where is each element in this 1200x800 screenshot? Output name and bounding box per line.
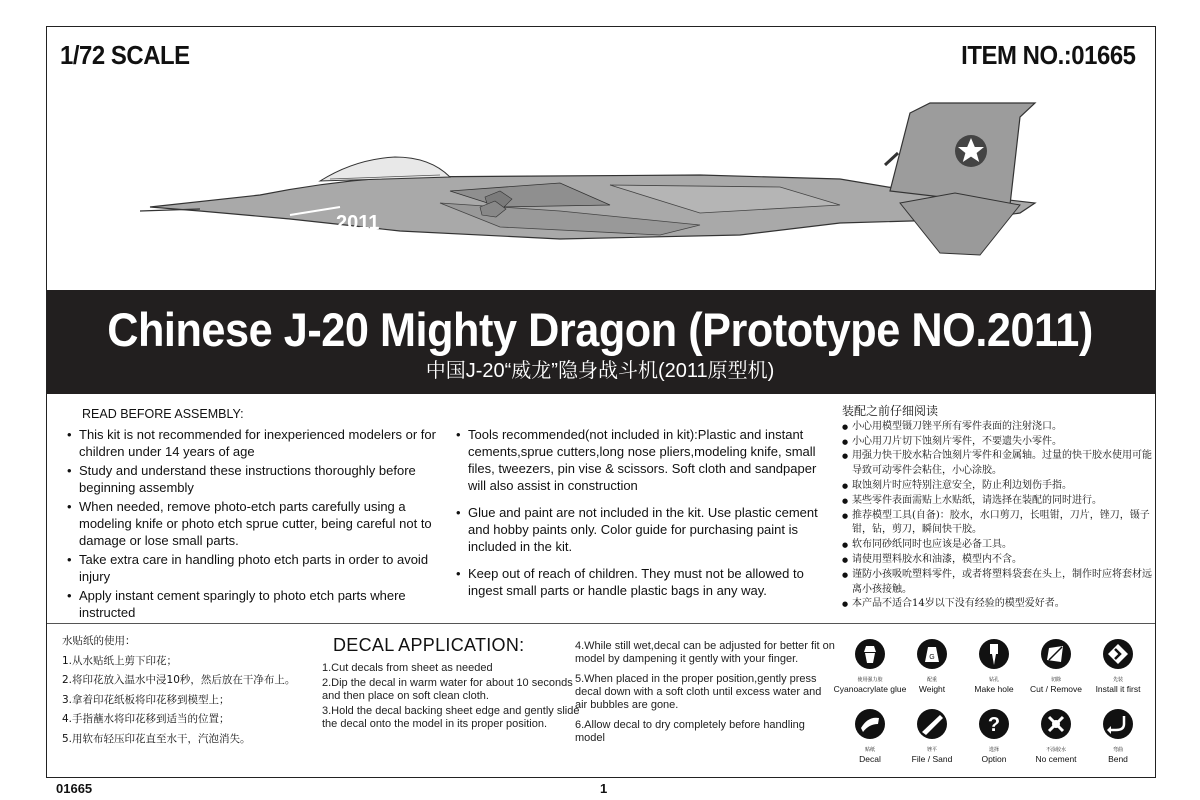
legend-bend <box>1073 708 1163 764</box>
list-item: ● 小心用刀片切下蚀刻片零件，不要遗失小零件。 <box>842 435 1154 450</box>
legend-label-cn: 钻孔 <box>988 677 999 683</box>
list-item: 4.手指蘸水将印花移到适当的位置； <box>62 713 230 725</box>
legend-label-cn: 切除 <box>1050 677 1061 683</box>
list-item: • Tools recommended(not included in kit):Plastic and instant cements,sprue cutters,long nose pliers,modeling knife, small files, tweezers, pin vise & scissors. Soft cloth and sandpaper will also assist in construction <box>455 426 835 494</box>
list-item: • When needed, remove photo-etch parts carefully using a modeling knife or photo etch sprue cutter, being careful not to damage or lose small parts. <box>66 498 446 549</box>
list-item: 6.Allow decal to dry completely before handling model <box>575 719 805 744</box>
list-item: ● 谨防小孩吸吮塑料零件，或者将塑料袋套在头上，制作时应将套材远离小孩接触。 <box>842 568 1154 598</box>
chinese-notes-heading: 装配之前仔细阅读 <box>842 404 939 418</box>
cut-icon <box>1040 638 1072 670</box>
read-before-list-right <box>455 426 835 609</box>
decal-application-heading: DECAL APPLICATION: <box>333 635 525 655</box>
list-item: 5.When placed in the proper position,gently press decal down with a soft cloth until excess water and air bubbles are gone. <box>575 673 822 711</box>
list-item: ● 请使用塑料胶水和油漆，模型内不含。 <box>842 553 1154 568</box>
decal-chinese-heading: 水贴纸的使用： <box>62 635 136 647</box>
legend-label-cn: 选择 <box>988 747 999 753</box>
legend-install-first <box>1073 638 1163 694</box>
list-item: • Glue and paint are not included in the kit. Use plastic cement and hobby paints only. Color guide for purchasing paint is included in the kit. <box>455 504 835 555</box>
legend-label-en: No cement <box>1035 754 1077 764</box>
decal-chinese-instructions <box>62 632 295 749</box>
title-chinese: 中国J-20“威龙”隐身战斗机(2011原型机) <box>425 360 775 382</box>
decal-icon <box>854 708 886 740</box>
list-item: • This kit is not recommended for inexperienced modelers or for children under 14 years of age <box>66 426 446 460</box>
title-english: Chinese J-20 Mighty Dragon (Prototype NO.2011) <box>107 303 1093 356</box>
legend-label-en: Cyanoacrylate glue <box>833 684 907 694</box>
legend-label-cn: 不涂胶水 <box>1045 747 1066 753</box>
legend-label-en: Cut / Remove <box>1030 684 1082 694</box>
list-item: ● 用强力快干胶水粘合蚀刻片零件和金属轴。过量的快干胶水使用可能导致可动零件会粘住，小心涂胶。 <box>842 449 1154 479</box>
weight-icon <box>916 638 948 670</box>
aircraft-illustration <box>140 95 1060 285</box>
no-cement-icon <box>1040 708 1072 740</box>
legend-label-cn: 配重 <box>926 677 937 683</box>
legend-label-en: Option <box>981 754 1007 764</box>
decal-steps-left <box>322 662 584 733</box>
footer-item-code: 01665 <box>56 781 93 796</box>
svg-text:?: ? <box>987 714 1001 736</box>
list-item: ● 某些零件表面需贴上水贴纸，请选择在装配的同时进行。 <box>842 494 1154 509</box>
nose-number: 2011 <box>336 212 380 234</box>
read-before-list-left <box>66 426 446 623</box>
list-item: 1.Cut decals from sheet as needed <box>322 662 493 674</box>
page-number: 1 <box>600 781 608 796</box>
list-item: ● 小心用模型镊刀锉平所有零件表面的注射浇口。 <box>842 420 1154 435</box>
list-item: 1.从水贴纸上剪下印花； <box>62 654 178 667</box>
list-item: 2.Dip the decal in warm water for about 10 seconds and then place on soft clean cloth. <box>322 677 573 702</box>
legend-label-cn: 贴纸 <box>864 747 875 753</box>
list-item: 3.拿着印花纸板将印花移到模型上； <box>62 693 230 706</box>
list-item: • Take extra care in handling photo etch parts in order to avoid injury <box>66 551 446 585</box>
item-number: ITEM NO.:01665 <box>961 40 1136 70</box>
list-item: ● 取蚀刻片时应特别注意安全，防止利边划伤手指。 <box>842 479 1154 494</box>
legend-label-en: File / Sand <box>911 754 953 764</box>
option-icon <box>978 708 1010 740</box>
legend-label-cn: 使用强力胶 <box>857 677 883 683</box>
legend-label-cn: 弯曲 <box>1112 747 1123 753</box>
legend-label-cn: 锉平 <box>926 747 937 753</box>
list-item: 3.Hold the decal backing sheet edge and gently slide the decal onto the model in its proper position. <box>322 705 580 730</box>
list-item: 4.While still wet,decal can be adjusted for better fit on model by dampening it gently with your finger. <box>575 640 835 665</box>
svg-text:G: G <box>929 654 935 661</box>
drill-icon <box>978 638 1010 670</box>
bend-icon <box>1102 708 1134 740</box>
chinese-notes <box>842 404 1154 612</box>
list-item: ● 本产品不适合14岁以下没有经验的模型爱好者。 <box>842 597 1154 612</box>
glue-icon <box>854 638 886 670</box>
list-item: • Study and understand these instructions thoroughly before beginning assembly <box>66 462 446 496</box>
install-first-icon <box>1102 638 1134 670</box>
section-divider <box>47 623 1155 624</box>
list-item: ● 软布同砂纸同时也应该是必备工具。 <box>842 538 1154 553</box>
legend-label-cn: 先装 <box>1112 677 1123 683</box>
scale-label: 1/72 SCALE <box>60 40 190 70</box>
legend-label-en: Weight <box>918 684 946 694</box>
legend-label-en: Bend <box>1108 754 1128 764</box>
list-item: • Keep out of reach of children. They must not be allowed to ingest small parts or handle plastic bags in any way. <box>455 565 835 599</box>
star-insignia <box>955 135 987 167</box>
list-item: ● 推荐模型工具(自备)：胶水，水口剪刀，长咀钳，刀片，锉刀，镊子钳，钻，剪刀，瞬间快干胶。 <box>842 509 1154 539</box>
legend-label-en: Install it first <box>1095 684 1141 694</box>
read-before-heading: READ BEFORE ASSEMBLY: <box>82 407 244 421</box>
list-item: 5.用软布轻压印花直至水干，汽泡消失。 <box>62 732 251 745</box>
legend-label-en: Make hole <box>974 684 1014 694</box>
list-item: • Apply instant cement sparingly to photo etch parts where instructed <box>66 587 446 621</box>
file-sand-icon <box>916 708 948 740</box>
legend-label-en: Decal <box>859 754 881 764</box>
decal-steps-right <box>575 640 835 752</box>
list-item: 2.将印花放入温水中浸10秒，然后放在干净布上。 <box>62 674 296 686</box>
